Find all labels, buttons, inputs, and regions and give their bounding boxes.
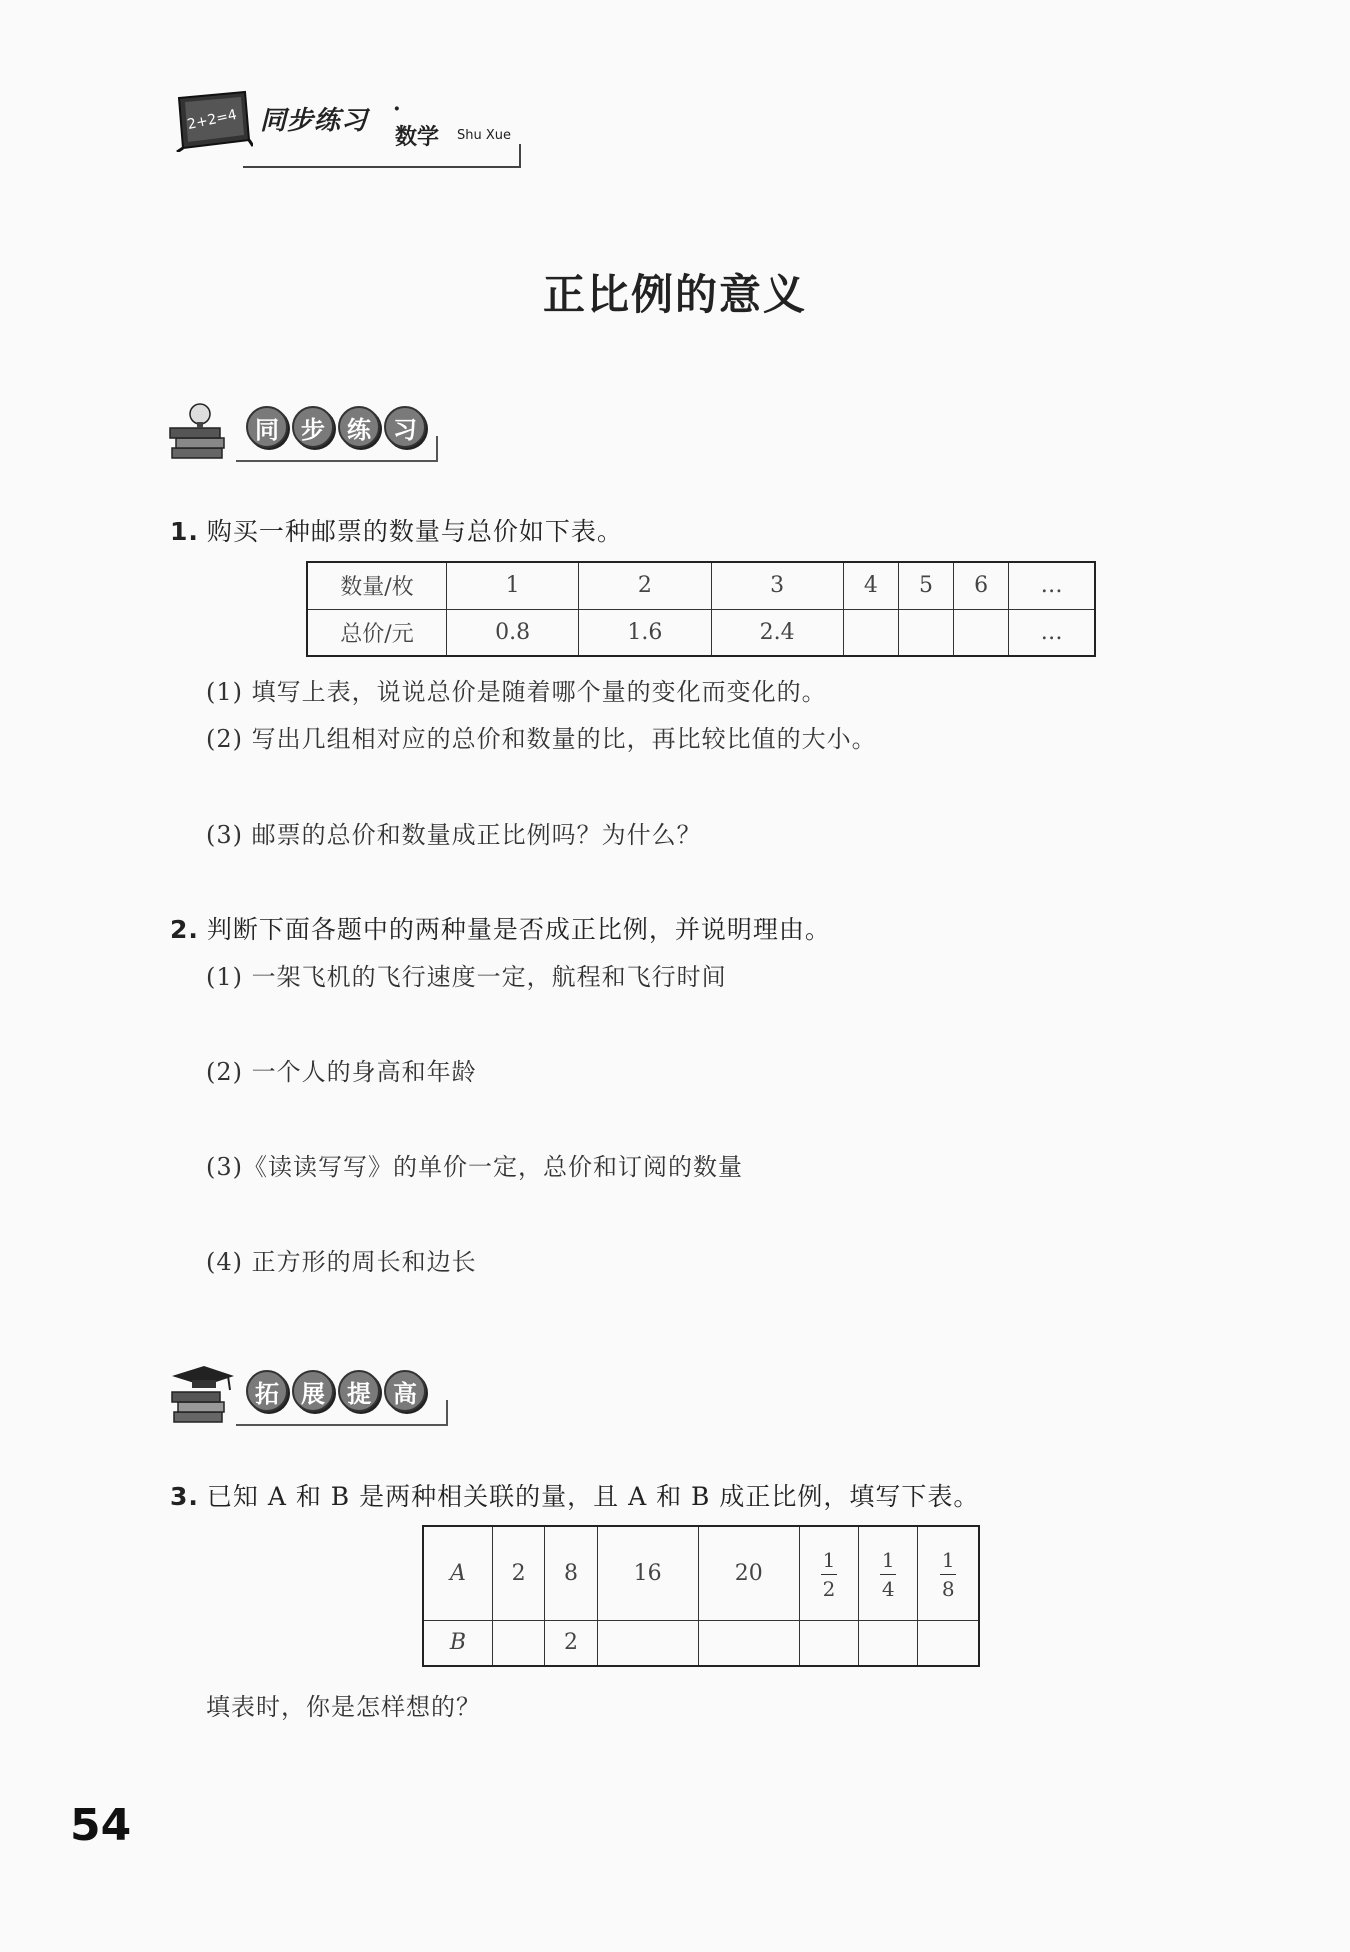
table-cell: 16	[597, 1526, 698, 1620]
sub-question: (4) 正方形的周长和边长	[206, 1248, 477, 1276]
sub-question: (1) 填写上表，说说总价是随着哪个量的变化而变化的。	[206, 678, 827, 706]
table-cell: 0.8	[447, 609, 579, 656]
table-cell: …	[1009, 609, 1095, 656]
chalkboard-text: 2+2=4	[185, 106, 239, 134]
banner-char: 高	[384, 1370, 426, 1412]
page-header	[165, 82, 525, 162]
table-cell: 5	[898, 562, 953, 609]
table-cell: 1.6	[579, 609, 711, 656]
subject-label: 数学	[395, 125, 440, 150]
table-cell: 20	[698, 1526, 799, 1620]
question-text: 购买一种邮票的数量与总价如下表。	[206, 517, 623, 546]
section-banner-practice	[168, 398, 448, 468]
table-cell: 总价/元	[307, 609, 447, 656]
question-number: 1.	[170, 517, 199, 546]
question-number: 2.	[170, 915, 199, 944]
table-cell: 1	[447, 562, 579, 609]
table-cell: 8	[545, 1526, 597, 1620]
question-text: 已知 A 和 B 是两种相关联的量，且 A 和 B 成正比例，填写下表。	[206, 1482, 980, 1511]
numerator: 1	[880, 1550, 896, 1575]
denominator: 8	[941, 1576, 955, 1601]
table-cell	[918, 1526, 979, 1620]
answer-cell[interactable]	[843, 609, 898, 656]
question-text: 判断下面各题中的两种量是否成正比例，并说明理由。	[206, 915, 831, 944]
page-number: 54	[70, 1800, 132, 1851]
answer-cell[interactable]	[954, 609, 1009, 656]
answer-cell[interactable]	[898, 609, 953, 656]
followup-question: 填表时，你是怎样想的？	[206, 1693, 481, 1721]
fraction	[821, 1547, 837, 1601]
section-banner-extend	[168, 1362, 458, 1432]
table-row	[423, 1526, 979, 1620]
answer-cell[interactable]	[859, 1620, 918, 1666]
series-title: 同步练习	[260, 106, 369, 136]
stamp-price-table	[306, 561, 1096, 657]
table-cell: 3	[711, 562, 843, 609]
table-row	[307, 609, 1095, 656]
banner-char: 习	[384, 406, 426, 448]
answer-cell[interactable]	[493, 1620, 545, 1666]
table-cell: 2	[579, 562, 711, 609]
question-number: 3.	[170, 1482, 199, 1511]
header-rule	[243, 144, 521, 168]
sub-question: (3) 邮票的总价和数量成正比例吗？为什么？	[206, 821, 702, 849]
row-label-b: B	[423, 1620, 493, 1666]
subject-pinyin: Shu Xue	[457, 128, 512, 143]
table-row	[307, 562, 1095, 609]
answer-cell[interactable]	[698, 1620, 799, 1666]
answer-cell[interactable]	[799, 1620, 858, 1666]
proportion-table	[422, 1525, 980, 1667]
row-label-a: A	[423, 1526, 493, 1620]
table-cell: 2	[493, 1526, 545, 1620]
sub-question: (2) 一个人的身高和年龄	[206, 1058, 477, 1086]
header-dot: ·	[393, 96, 401, 122]
denominator: 2	[822, 1576, 836, 1601]
table-cell: 6	[954, 562, 1009, 609]
banner-char: 拓	[246, 1370, 288, 1412]
banner-char: 同	[246, 406, 288, 448]
table-cell: 4	[843, 562, 898, 609]
table-cell: 2.4	[711, 609, 843, 656]
page-title: 正比例的意义	[542, 270, 807, 319]
table-cell: …	[1009, 562, 1095, 609]
fraction	[940, 1547, 956, 1601]
banner-char: 步	[292, 406, 334, 448]
sub-question: (2) 写出几组相对应的总价和数量的比，再比较比值的大小。	[206, 725, 877, 753]
sub-question: (3)《读读写写》的单价一定，总价和订阅的数量	[206, 1153, 743, 1181]
question-3	[170, 1477, 979, 1513]
table-cell	[859, 1526, 918, 1620]
table-cell	[799, 1526, 858, 1620]
answer-cell[interactable]	[597, 1620, 698, 1666]
lamp-books-icon	[168, 398, 238, 468]
numerator: 1	[940, 1550, 956, 1575]
denominator: 4	[881, 1576, 895, 1601]
sub-question: (1) 一架飞机的飞行速度一定，航程和飞行时间	[206, 963, 727, 991]
question-1	[170, 512, 623, 548]
fraction	[880, 1547, 896, 1601]
table-cell: 数量/枚	[307, 562, 447, 609]
table-row	[423, 1620, 979, 1666]
graduation-cap-icon	[168, 1362, 238, 1432]
banner-char: 提	[338, 1370, 380, 1412]
banner-char: 练	[338, 406, 380, 448]
banner-char: 展	[292, 1370, 334, 1412]
answer-cell[interactable]	[918, 1620, 979, 1666]
question-2	[170, 910, 831, 946]
table-cell: 2	[545, 1620, 597, 1666]
numerator: 1	[821, 1550, 837, 1575]
